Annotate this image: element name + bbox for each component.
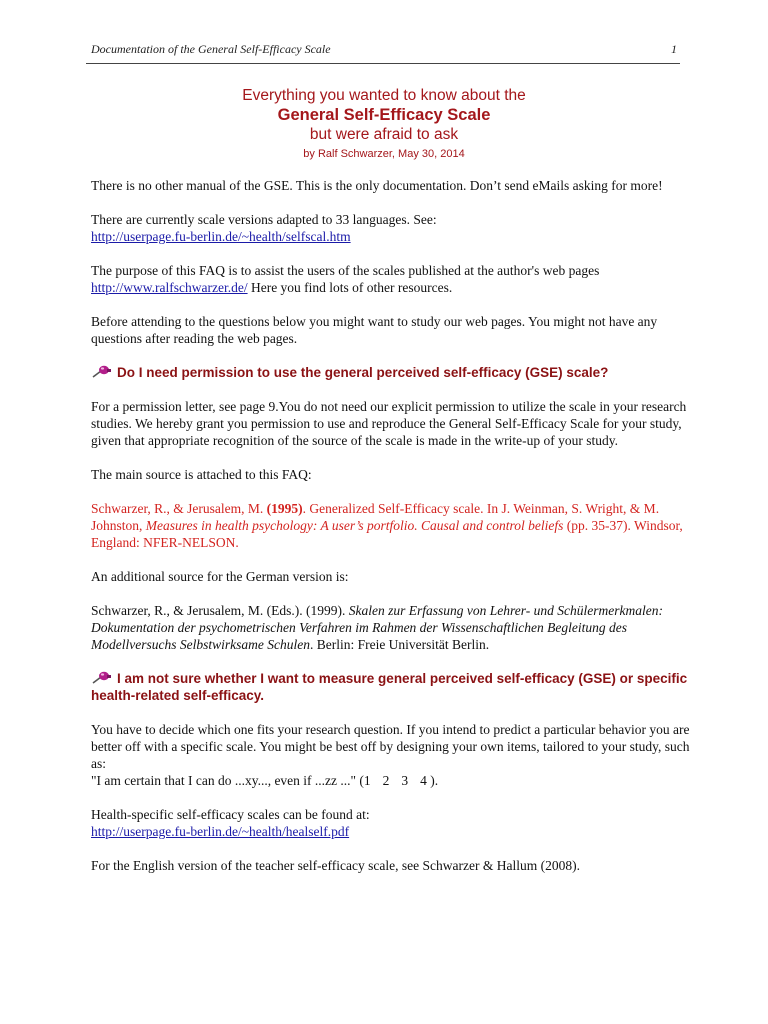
health-specific-text: Health-specific self-efficacy scales can be found at: (91, 807, 370, 822)
research-question-text: You have to decide which one fits your research question. If you intend to predict a particular behavior you are better off with a specific scale. You might be best off by designing your own items, tailored to your study, such as: (91, 722, 690, 771)
title-block (0, 86, 768, 162)
german-source-label: An additional source for the German version is: (91, 569, 349, 584)
scale-value-1: 1 (363, 773, 371, 788)
page-number: 1 (671, 42, 677, 56)
title-line-3: but were afraid to ask (309, 126, 459, 143)
german-source-citation (91, 602, 691, 653)
german-source-publisher: . Berlin: Freie Universität Berlin. (309, 637, 490, 652)
main-source-publisher: (pp. 35-37). Windsor, England: NFER-NELSON. (91, 518, 683, 550)
main-source-citation (91, 500, 691, 551)
byline: by Ralf Schwarzer, May 30, 2014 (303, 148, 465, 160)
healself-link[interactable]: http://userpage.fu-berlin.de/~health/healself.pdf (91, 824, 350, 839)
pushpin-icon (91, 671, 113, 685)
resources-text: Here you find lots of other resources. (247, 280, 453, 295)
example-item-text: "I am certain that I can do ...xy..., even if ...zz ..." ( (91, 773, 364, 788)
example-item-end: ). (430, 773, 439, 788)
pushpin-icon (91, 365, 113, 379)
question-heading-general-vs-specific (91, 670, 691, 704)
question-2-text: I am not sure whether I want to measure general perceived self-efficacy (GSE) or specific health-related self-efficacy. (91, 671, 688, 703)
title-line-1: Everything you wanted to know about the (242, 87, 526, 104)
main-source-label: The main source is attached to this FAQ: (91, 467, 312, 482)
intro-paragraph-1: There is no other manual of the GSE. This is the only documentation. Don’t send eMails asking for more! (91, 178, 663, 193)
teacher-efficacy-paragraph: For the English version of the teacher self-efficacy scale, see Schwarzer & Hallum (2008). (91, 858, 580, 873)
main-source-chapter: . Generalized Self-Efficacy scale. In J. Weinman, S. Wright, & M. Johnston, (91, 501, 660, 533)
running-title: Documentation of the General Self-Efficacy Scale (91, 42, 331, 56)
question-heading-permission (91, 364, 691, 381)
scale-value-4: 4 (420, 773, 427, 788)
running-header (91, 42, 677, 57)
title-line-2: General Self-Efficacy Scale (277, 106, 491, 124)
german-source-book-title: Skalen zur Erfassung von Lehrer- und Schülermerkmalen: Dokumentation der psychometrischen Verfahren im Rahmen der Wissenschaftlichen Begleitung des Modellversuchs Selbstwirksame Schulen (91, 603, 663, 652)
main-source-authors: Schwarzer, R., & Jerusalem, M. (91, 501, 267, 516)
selfscal-link[interactable]: http://userpage.fu-berlin.de/~health/selfscal.htm (91, 229, 351, 244)
main-source-year: (1995) (266, 501, 303, 516)
scale-value-3: 3 (401, 773, 409, 788)
intro-paragraph-3 (91, 262, 691, 296)
health-specific-paragraph (91, 806, 691, 840)
header-rule (86, 63, 680, 64)
languages-text: There are currently scale versions adapted to 33 languages. See: (91, 212, 437, 227)
intro-paragraph-4: Before attending to the questions below you might want to study our web pages. You might not have any questions after reading the web pages. (91, 314, 658, 346)
general-vs-specific-answer (91, 721, 691, 789)
ralfschwarzer-link[interactable]: http://www.ralfschwarzer.de/ (91, 280, 248, 295)
question-1-text: Do I need permission to use the general perceived self-efficacy (GSE) scale? (117, 365, 609, 380)
document-body (91, 177, 691, 891)
permission-answer: For a permission letter, see page 9.You do not need our explicit permission to utilize the scale in your research studies. We hereby grant you permission to use and reproduce the General Self-Efficacy Scale for your study, given that appropriate recognition of the source of the scale is made in the write-up of your study. (91, 399, 687, 448)
german-source-authors: Schwarzer, R., & Jerusalem, M. (Eds.). (1999). (91, 603, 349, 618)
main-source-book-title: Measures in health psychology: A user’s portfolio. Causal and control beliefs (145, 518, 564, 533)
purpose-text: The purpose of this FAQ is to assist the users of the scales published at the author's web pages (91, 263, 600, 278)
intro-paragraph-2 (91, 211, 691, 245)
scale-value-2: 2 (382, 773, 390, 788)
